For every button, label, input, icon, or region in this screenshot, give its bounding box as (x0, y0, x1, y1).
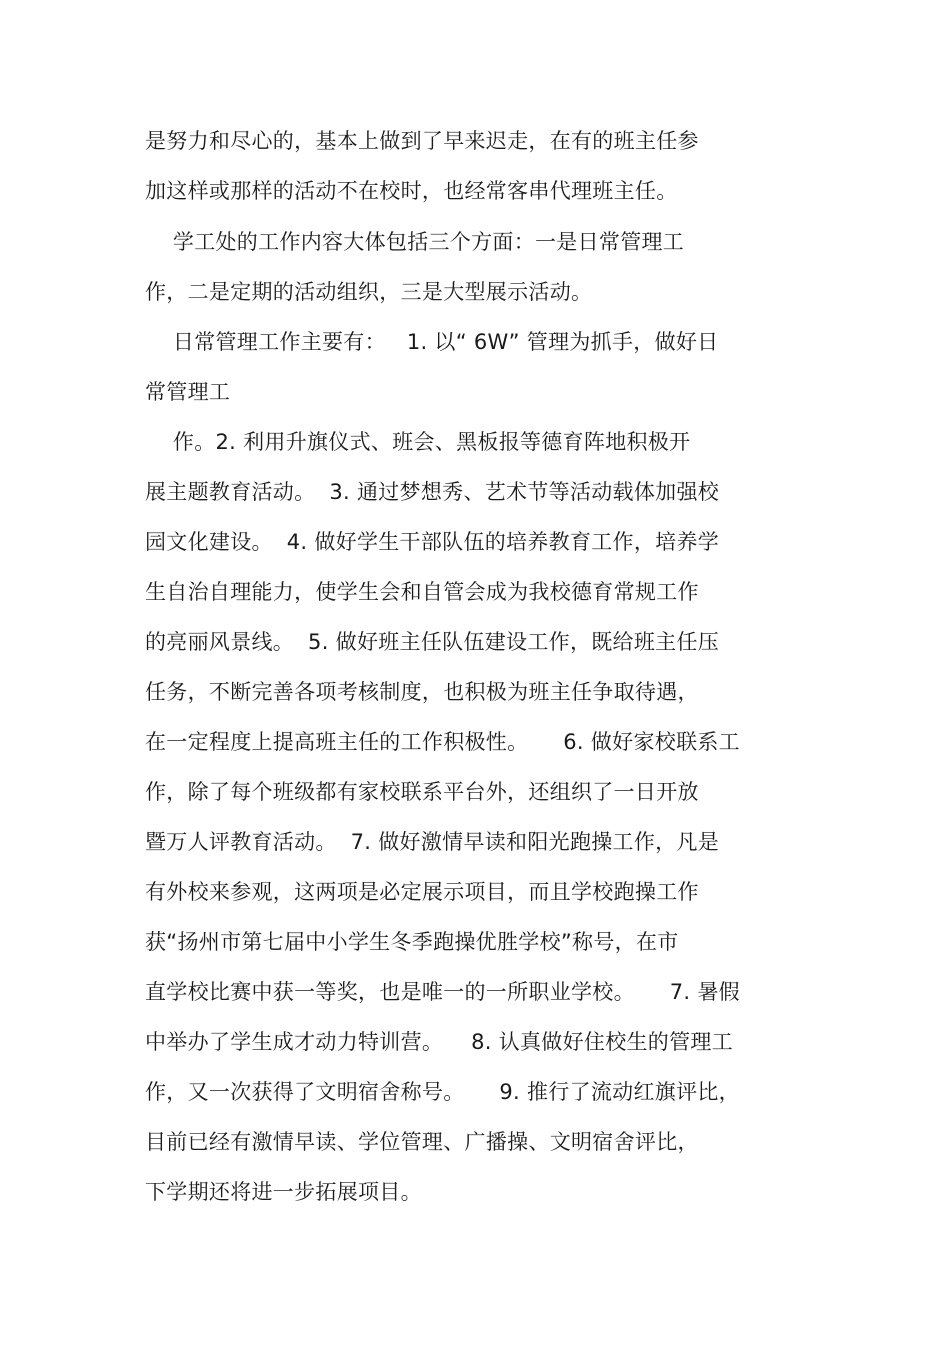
text-line: 作，又一次获得了文明宿舍称号。 9. 推行了流动红旗评比， (145, 1080, 740, 1104)
text-line: 是努力和尽心的，基本上做到了早来迟走，在有的班主任参 (145, 129, 699, 153)
text-line: 作，二是定期的活动组织，三是大型展示活动。 (145, 280, 593, 304)
text-line: 有外校来参观，这两项是必定展示项目，而且学校跑操工作 (145, 880, 699, 904)
text-line: 在一定程度上提高班主任的工作积极性。 6. 做好家校联系工 (145, 730, 740, 754)
text-line: 直学校比赛中获一等奖，也是唯一的一所职业学校。 7. 暑假 (145, 980, 740, 1004)
text-line: 展主题教育活动。 3. 通过梦想秀、艺术节等活动载体加强校 (145, 480, 720, 504)
text-line: 的亮丽风景线。 5. 做好班主任队伍建设工作，既给班主任压 (145, 630, 720, 654)
text-line: 中举办了学生成才动力特训营。 8. 认真做好住校生的管理工 (145, 1030, 734, 1054)
text-line: 园文化建设。 4. 做好学生干部队伍的培养教育工作，培养学 (145, 530, 720, 554)
text-line: 作。2. 利用升旗仪式、班会、黑板报等德育阵地积极开 (145, 430, 691, 454)
text-line: 常管理工 (145, 380, 231, 404)
text-line: 获“扬州市第七届中小学生冬季跑操优胜学校”称号，在市 (145, 930, 679, 954)
text-line: 任务，不断完善各项考核制度，也积极为班主任争取待遇， (145, 680, 699, 704)
text-line: 日常管理工作主要有： 1. 以“ 6W” 管理为抓手，做好日 (145, 330, 719, 354)
text-line: 下学期还将进一步拓展项目。 (145, 1180, 422, 1204)
text-line: 暨万人评教育活动。 7. 做好激情早读和阳光跑操工作，凡是 (145, 830, 720, 854)
text-line: 作，除了每个班级都有家校联系平台外，还组织了一日开放 (145, 780, 699, 804)
text-line: 目前已经有激情早读、学位管理、广播操、文明宿舍评比， (145, 1130, 699, 1154)
text-line: 加这样或那样的活动不在校时，也经常客串代理班主任。 (145, 179, 678, 203)
text-line: 生自治自理能力，使学生会和自管会成为我校德育常规工作 (145, 580, 699, 604)
text-line: 学工处的工作内容大体包括三个方面：一是日常管理工 (145, 230, 685, 254)
